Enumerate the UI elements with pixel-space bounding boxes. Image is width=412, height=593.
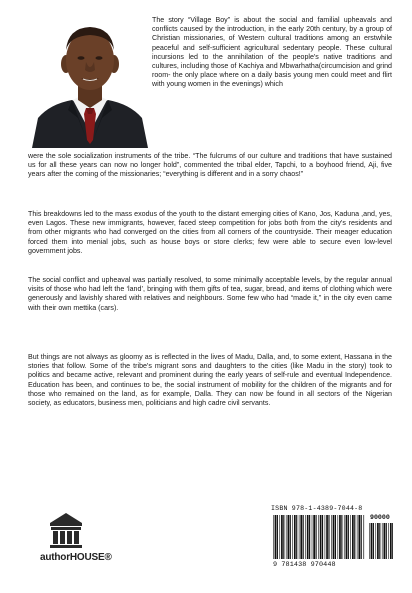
paragraph-exodus: This breakdowns led to the mass exodus of the youth to the distant emerging cities of Kano, Jos, Kaduna ,and, yes, even Lagos. These new immigrants, however, faced steep competition for jobs both from the city's residents and from other migrants who had converged on the cities from all corners of the countryside. Their meager education forced them into menial jobs, such as house boys or store clerks; few were able to secure even low-level government jobs.: [28, 210, 392, 255]
isbn-barcode: [271, 505, 395, 569]
publisher-name: authorHOUSE®: [40, 552, 112, 563]
isbn-number: ISBN 978-1-4389-7044-8: [271, 505, 363, 512]
ean-digits: 9 781438 970448: [273, 561, 336, 569]
paragraph-education: But things are not always as gloomy as is reflected in the lives of Madu, Dalla, and, to some extent, Hassana in the stories that follow. Some of the tribe's migrant sons and daughters to the cities (like Madu in the story) took to politics and became active, relevant and prominent during the early years of self-rule and eventual Independence. Education has been, and continues to be, the social instrument of mobility for the children of the migrants and for those who remained on the land, as for example, Dalla. They can now be found in all sectors of the Nigerian society, as educators, business men, politicians and high cadre civil servants.: [28, 353, 392, 408]
paragraph-resolution: The social conflict and upheaval was partially resolved, to some minimally acceptable levels, by the regular annual visits of those who had left the ‘land’, bringing with them gifts of tea, sugar, bread, and items of clothing which were generously and lavishly shared with relatives and neighbours. Some few who had “made it,” in the city even came with their own mettika (cars).: [28, 276, 392, 312]
authorhouse-logo-icon: [48, 512, 84, 548]
author-portrait: [28, 14, 151, 148]
intro-paragraph-continued: were the sole socialization instruments of the tribe. “The fulcrums of our culture and traditions that have sustained us for all these years can now no longer hold”, commented the tribal elder, Tapchi, to a boyhood friend, Aji, five years after the coming of the missionaries; “everything is different and in a sorry chaos!”: [28, 152, 392, 179]
barcode-addon-bars: [369, 515, 393, 559]
author-photo: [28, 14, 151, 148]
intro-paragraph: The story “Village Boy” is about the social and familial upheavals and conflicts caused by the introduction, in the early 20th century, by a group of Christian missionaries, of Western cultural traditions among an erstwhile peaceful and self-sufficient agricultural sedentary people. These cultural incursions led to the annihilation of the people's native traditions and cultures, including those of Kachiya and Mbwarhatha(circumcision and grind room- the only place where on a daily basis young men could meet and flirt with young women in the evenings) which: [152, 16, 392, 89]
price-code: 90000: [370, 514, 390, 521]
barcode-bars: [273, 515, 365, 559]
